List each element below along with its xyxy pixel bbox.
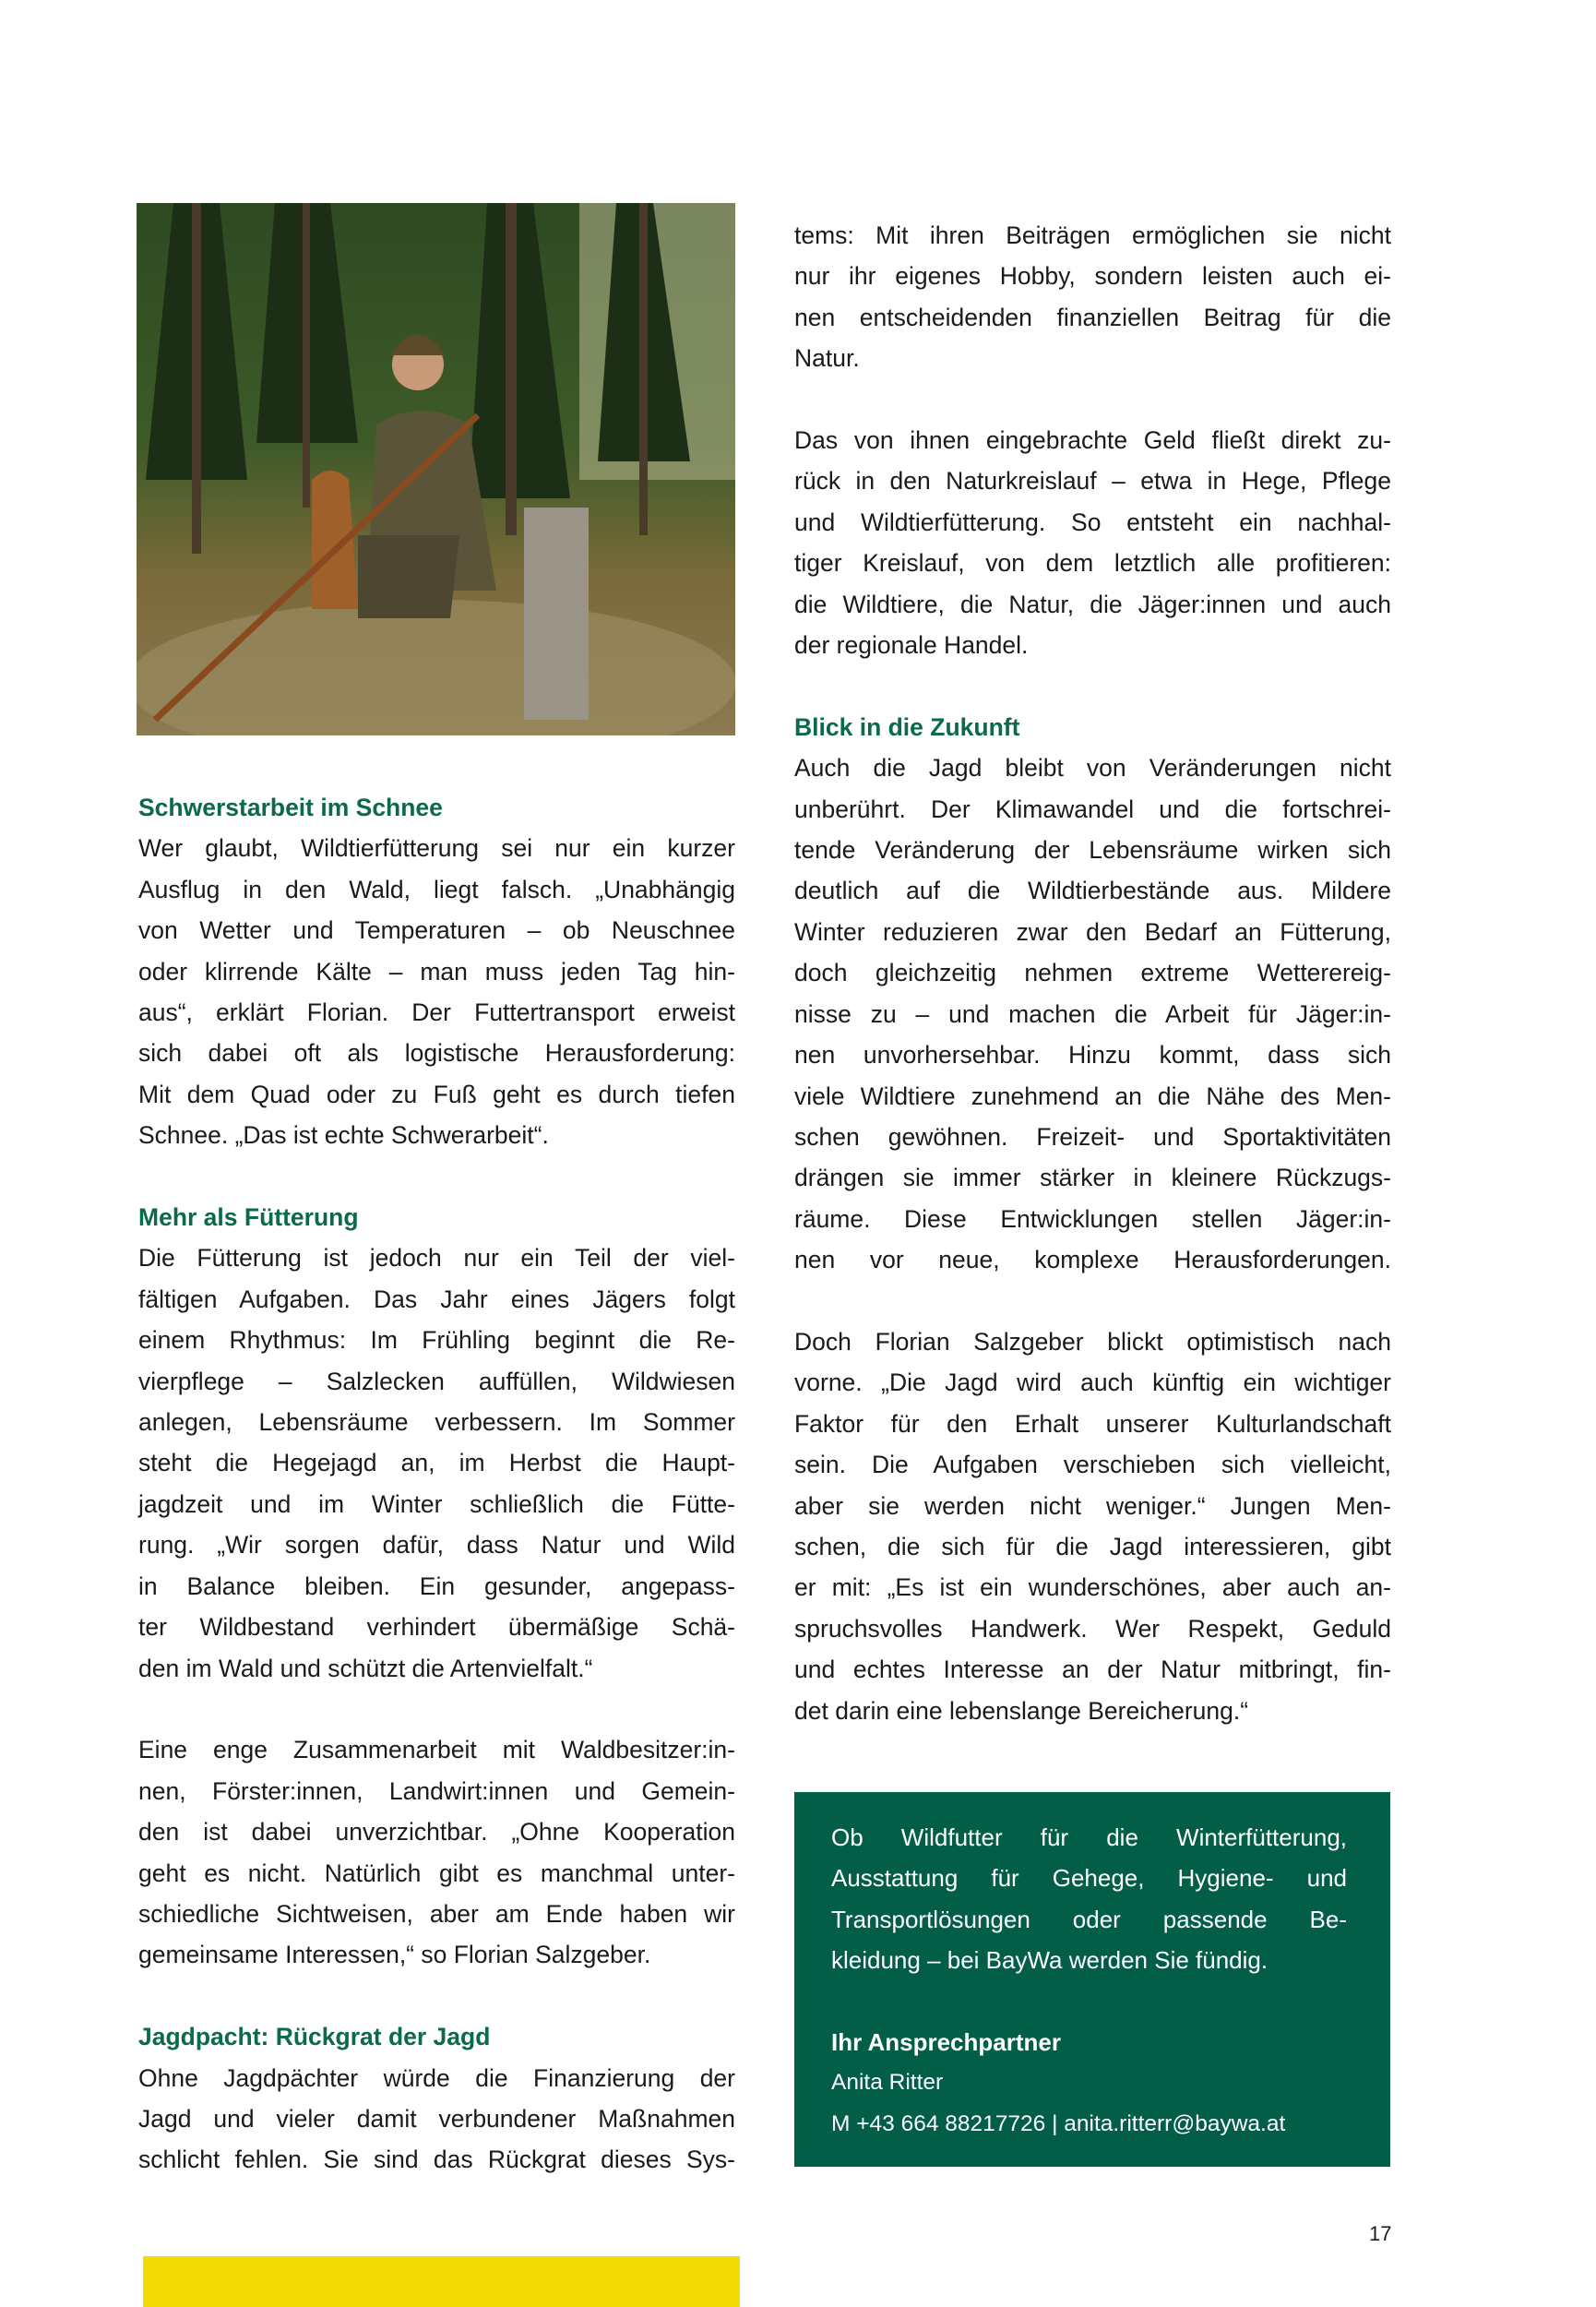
text-line: Ohne Jagdpächter würde die Finanzierung der [138,2063,735,2092]
paragraph [138,2058,735,2181]
photo-hunter-with-dog-in-forest [137,203,735,735]
contact-heading: Ihr Ansprechpartner [831,2028,1061,2057]
text-line: drängen sie immer stärker in kleinere Rückzugs- [794,1164,1391,1192]
contact-info-box [794,1792,1390,2167]
text-line: sich dabei oft als logistische Herausforderung: [138,1039,735,1068]
paragraph [138,1729,735,1975]
text-line: Ausstattung für Gehege, Hygiene- und [831,1864,1347,1893]
text-line: nen unvorhersehbar. Hinzu kommt, dass sich [794,1041,1391,1070]
paragraph [794,747,1391,1280]
text-line: den im Wald und schützt die Artenvielfalt.“ [138,1654,593,1682]
text-line: einem Rhythmus: Im Frühling beginnt die Re- [138,1326,735,1355]
text-line: Schnee. „Das ist echte Schwerarbeit“. [138,1121,549,1150]
text-line: Jagd und vieler damit verbundener Maßnahmen [138,2104,735,2133]
text-line: Natur. [794,344,860,373]
text-line: Transportlösungen oder passende Be- [831,1905,1347,1933]
text-line: nisse zu – und machen die Arbeit für Jäger:in- [794,999,1391,1028]
yellow-footer-bar [143,2256,740,2307]
section-heading: Schwerstarbeit im Schnee [138,794,443,821]
text-line: vierpflege – Salzlecken auffüllen, Wildwiesen [138,1367,735,1395]
text-line: ter Wildbestand verhindert übermäßige Schä- [138,1613,735,1642]
text-line: Mit dem Quad oder zu Fuß geht es durch tiefen [138,1080,735,1108]
text-line: tende Veränderung der Lebensräume wirken sich [794,836,1391,865]
text-line: Wer glaubt, Wildtierfütterung sei nur ein kurzer [138,834,735,863]
text-line: fältigen Aufgaben. Das Jahr eines Jägers folgt [138,1285,735,1313]
text-line: der regionale Handel. [794,631,1029,660]
text-line: tiger Kreislauf, von dem letztlich alle profitieren: [794,549,1391,578]
paragraph [794,215,1391,379]
info-box-text [831,1817,1347,1981]
text-line: Winter reduzieren zwar den Bedarf an Fütterung, [794,917,1391,946]
text-line: Das von ihnen eingebrachte Geld fließt direkt zu- [794,426,1391,455]
text-line: rück in den Naturkreislauf – etwa in Hege, Pflege [794,467,1391,496]
text-line: Ausflug in den Wald, liegt falsch. „Unabhängig [138,875,735,903]
text-line: deutlich auf die Wildtierbestände aus. Mildere [794,877,1391,905]
text-line: nur ihr eigenes Hobby, sondern leisten auch ei- [794,262,1391,291]
text-line: Ob Wildfutter für die Winterfütterung, [831,1823,1347,1851]
text-line: geht es nicht. Natürlich gibt es manchmal unter- [138,1859,735,1887]
page-number: 17 [1369,2222,1392,2245]
text-line: schen gewöhnen. Freizeit- und Sportaktivitäten [794,1122,1391,1151]
right-column [794,215,1391,1731]
text-line: nen vor neue, komplexe Herausforderungen. [794,1246,1391,1274]
text-line: in Balance bleiben. Ein gesunder, angepass- [138,1572,735,1600]
text-line: viele Wildtiere zunehmend an die Nähe des Men- [794,1082,1391,1110]
text-line: sein. Die Aufgaben verschieben sich vielleicht, [794,1451,1391,1479]
text-line: steht die Hegejagd an, im Herbst die Haupt- [138,1449,735,1477]
text-line: det darin eine lebenslange Bereicherung.“ [794,1696,1249,1725]
section-heading: Blick in die Zukunft [794,712,1020,741]
text-line: schen, die sich für die Jagd interessieren, gibt [794,1532,1391,1560]
text-line: schlicht fehlen. Sie sind das Rückgrat dieses Sys- [138,2146,735,2174]
text-line: doch gleichzeitig nehmen extreme Wetterereig- [794,959,1391,987]
text-line: Auch die Jagd bleibt von Veränderungen nicht [794,754,1391,783]
text-line: nen entscheidenden finanziellen Beitrag für die [794,303,1391,331]
section-heading: Mehr als Fütterung [138,1203,359,1232]
section-heading: Jagdpacht: Rückgrat der Jagd [138,2023,491,2051]
paragraph [138,828,735,1155]
text-line: kleidung – bei BayWa werden Sie fündig. [831,1946,1268,1975]
text-line: tems: Mit ihren Beiträgen ermöglichen sie nicht [794,221,1391,249]
text-line: oder klirrende Kälte – man muss jeden Tag hin- [138,957,735,986]
text-line: er mit: „Es ist ein wunderschönes, aber auch an- [794,1573,1391,1602]
text-line: und echtes Interesse an der Natur mitbringt, fin- [794,1656,1391,1684]
text-line: den ist dabei unverzichtbar. „Ohne Kooperation [138,1818,735,1847]
text-line: spruchsvolles Handwerk. Wer Respekt, Geduld [794,1614,1391,1643]
text-line: Die Fütterung ist jedoch nur ein Teil der viel- [138,1244,735,1273]
text-line: schiedliche Sichtweisen, aber am Ende haben wir [138,1899,735,1928]
text-line: nen, Förster:innen, Landwirt:innen und Gemein- [138,1776,735,1805]
paragraph [794,420,1391,665]
text-line: jagdzeit und im Winter schließlich die Fütte- [138,1489,735,1518]
text-line: von Wetter und Temperaturen – ob Neuschnee [138,916,735,945]
text-line: Faktor für den Erhalt unserer Kulturlandschaft [794,1409,1391,1438]
text-line: die Wildtiere, die Natur, die Jäger:innen und auch [794,590,1391,618]
paragraph [794,1321,1391,1731]
paragraph [138,1237,735,1688]
text-line: Eine enge Zusammenarbeit mit Waldbesitzer:in- [138,1736,735,1764]
text-line: Doch Florian Salzgeber blickt optimistisch nach [794,1327,1391,1356]
text-line: unberührt. Der Klimawandel und die fortschrei- [794,795,1391,823]
contact-phone-email[interactable]: M +43 664 88217726 | anita.ritterr@baywa.at [831,2110,1286,2136]
text-line: anlegen, Lebensräume verbessern. Im Sommer [138,1408,735,1437]
contact-name: Anita Ritter [831,2070,944,2096]
text-line: aus“, erklärt Florian. Der Futtertransport erweist [138,998,735,1027]
text-line: vorne. „Die Jagd wird auch künftig ein wichtiger [794,1369,1391,1397]
text-line: aber sie werden nicht weniger.“ Jungen Men- [794,1491,1391,1520]
text-line: gemeinsame Interessen,“ so Florian Salzgeber. [138,1941,651,1969]
text-line: räume. Diese Entwicklungen stellen Jäger:in- [794,1204,1391,1233]
left-column [138,787,735,2181]
text-line: und Wildtierfütterung. So entsteht ein nachhal- [794,508,1391,536]
text-line: rung. „Wir sorgen dafür, dass Natur und Wild [138,1531,735,1560]
